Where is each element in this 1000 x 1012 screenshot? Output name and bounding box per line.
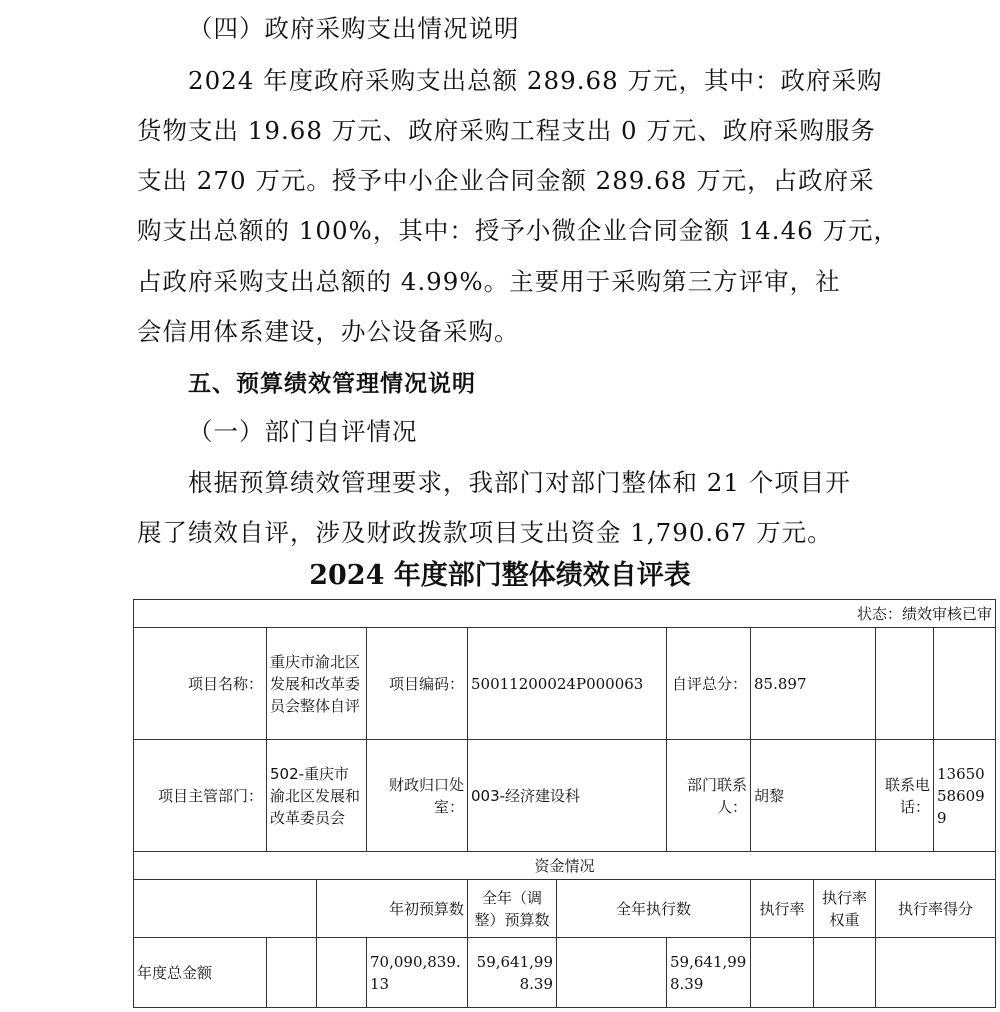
section-4-heading: （四）政府采购支出情况说明 <box>188 14 520 43</box>
phone-value: 13650586099 <box>934 740 996 852</box>
finance-value: 003-经济建设科 <box>468 740 667 852</box>
dept-value: 502-重庆市渝北区发展和改革委员会 <box>267 740 367 852</box>
finance-label: 财政归口处室： <box>367 740 468 852</box>
row-total-initial: 70,090,839.13 <box>367 938 468 1008</box>
contact-label: 部门联系人： <box>667 740 751 852</box>
col-initial-budget: 年初预算数 <box>317 880 468 938</box>
row-total-executed: 59,641,998.39 <box>667 938 751 1008</box>
table-title: 2024 年度部门整体绩效自评表 <box>309 560 691 591</box>
col-executed: 全年执行数 <box>557 880 751 938</box>
section-5-heading: 五、预算绩效管理情况说明 <box>188 371 476 397</box>
funds-header: 资金情况 <box>134 852 996 880</box>
paragraph-line: 2024 年度政府采购支出总额 289.68 万元，其中：政府采购 <box>188 66 883 95</box>
paragraph-line: 货物支出 19.68 万元、政府采购工程支出 0 万元、政府采购服务 <box>137 116 876 145</box>
phone-label: 联系电话： <box>876 740 934 852</box>
self-score-value: 85.897 <box>751 628 876 740</box>
col-rate-weight: 执行率权重 <box>814 880 876 938</box>
project-code-label: 项目编码： <box>367 628 468 740</box>
row-total-adjusted: 59,641,998.39 <box>468 938 557 1008</box>
dept-label: 项目主管部门： <box>134 740 267 852</box>
col-adjusted-budget: 全年（调整）预算数 <box>468 880 557 938</box>
project-name-label: 项目名称： <box>134 628 267 740</box>
contact-value: 胡黎 <box>751 740 876 852</box>
project-name-value: 重庆市渝北区发展和改革委员会整体自评 <box>267 628 367 740</box>
paragraph-line: 占政府采购支出总额的 4.99%。主要用于采购第三方评审，社 <box>137 267 841 296</box>
paragraph-line: 会信用体系建设，办公设备采购。 <box>137 317 520 346</box>
paragraph-line: 展了绩效自评，涉及财政拨款项目支出资金 1,790.67 万元。 <box>137 518 833 547</box>
self-score-label: 自评总分： <box>667 628 751 740</box>
paragraph-line: 根据预算绩效管理要求，我部门对部门整体和 21 个项目开 <box>188 468 851 497</box>
project-code-value: 50011200024P000063 <box>468 628 667 740</box>
col-execution-rate: 执行率 <box>751 880 814 938</box>
performance-table <box>133 599 996 1008</box>
paragraph-line: 支出 270 万元。授予中小企业合同金额 289.68 万元，占政府采 <box>137 166 875 195</box>
status-text: 状态：绩效审核已审 <box>134 600 996 628</box>
col-rate-score: 执行率得分 <box>876 880 996 938</box>
row-total-label: 年度总金额 <box>134 938 267 1008</box>
section-5-sub-heading: （一）部门自评情况 <box>188 417 418 446</box>
paragraph-line: 购支出总额的 100%，其中：授予小微企业合同金额 14.46 万元， <box>137 216 900 245</box>
